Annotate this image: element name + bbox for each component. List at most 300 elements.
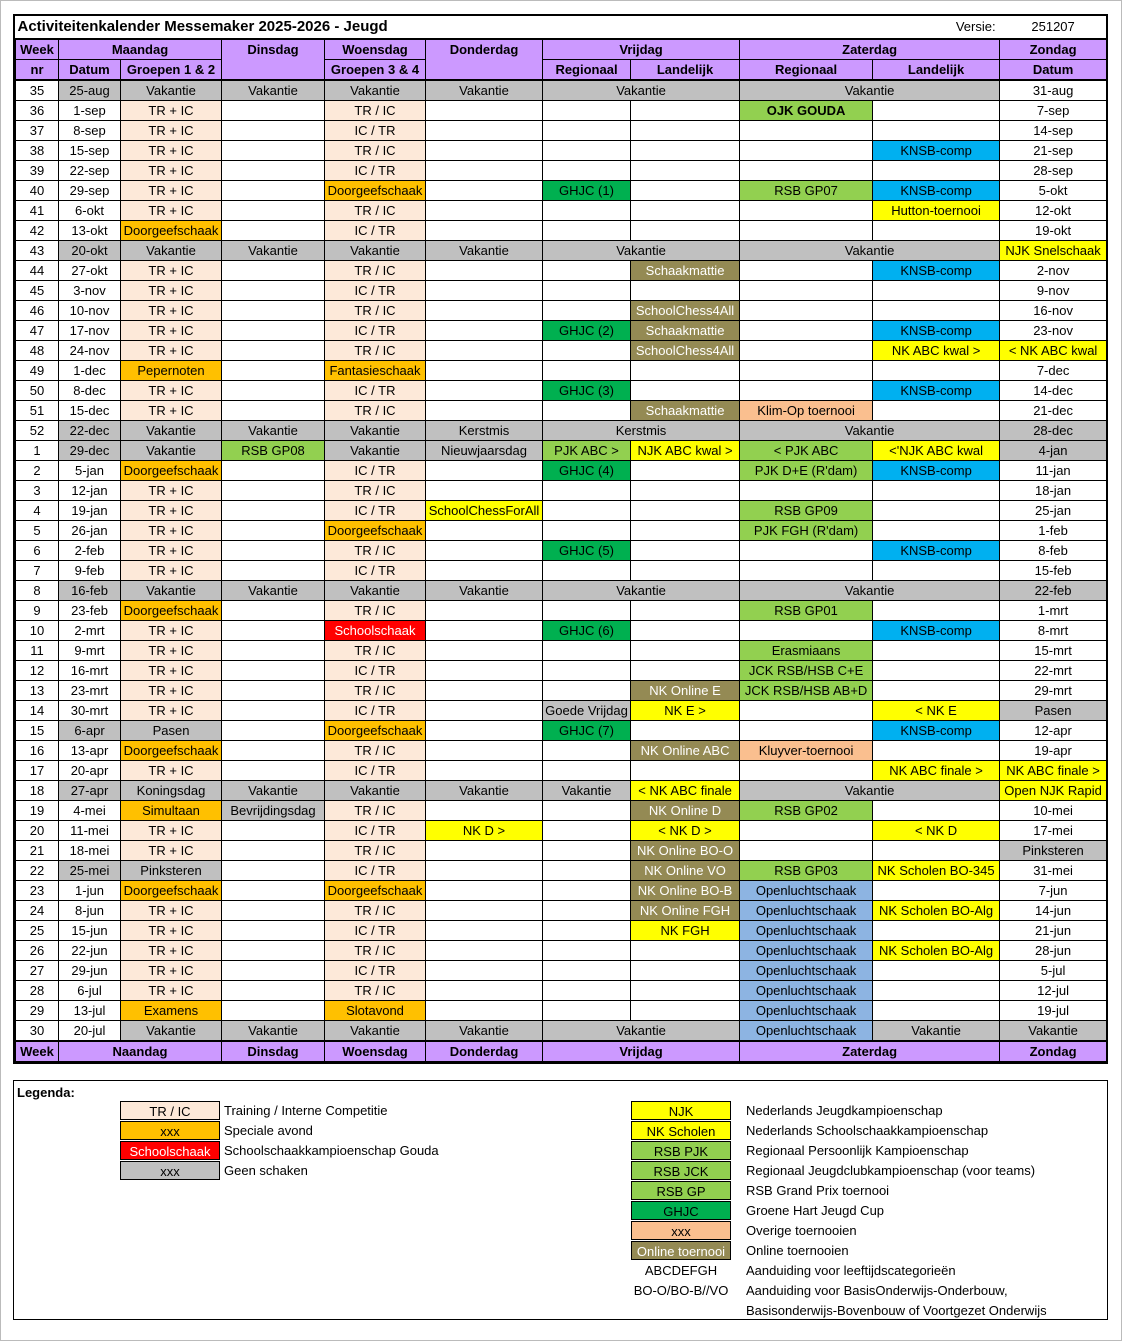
monday-date: 11-mei [59,821,121,841]
monday-groups-1-2: Vakantie [121,1021,222,1042]
wednesday-groups-3-4: Vakantie [325,80,426,101]
saturday-national [873,801,1000,821]
monday-date: 8-jun [59,901,121,921]
week-number: 44 [16,261,59,281]
saturday-regional: RSB GP02 [740,801,873,821]
legend-description: Basisonderwijs-Bovenbouw of Voortgezet Onderwijs [746,1303,1047,1318]
thursday-cell [426,401,543,421]
header-zaterdag: Zaterdag [740,39,1000,60]
monday-groups-1-2: TR + IC [121,761,222,781]
friday-regional [543,661,631,681]
sunday-date: 28-dec [1000,421,1107,441]
thursday-cell [426,181,543,201]
week-row [16,901,1107,921]
monday-groups-1-2: Vakantie [121,241,222,261]
week-row [16,301,1107,321]
tuesday-cell [222,301,325,321]
saturday-regional [740,821,873,841]
saturday-regional [740,841,873,861]
week-row [16,581,1107,601]
friday-national [631,161,740,181]
friday-regional [543,1001,631,1021]
thursday-cell [426,841,543,861]
week-row [16,941,1107,961]
saturday-national [873,641,1000,661]
legend-swatch: NK Scholen [631,1121,731,1140]
monday-date: 13-okt [59,221,121,241]
wednesday-groups-3-4: TR / IC [325,481,426,501]
friday-national: SchoolChess4All [631,341,740,361]
wednesday-groups-3-4: Vakantie [325,581,426,601]
wednesday-groups-3-4: Doorgeefschaak [325,521,426,541]
week-number: 47 [16,321,59,341]
monday-date: 1-dec [59,361,121,381]
saturday-national: Hutton-toernooi [873,201,1000,221]
legend-description: Aanduiding voor BasisOnderwijs-Onderbouw, [746,1283,1008,1298]
week-number: 12 [16,661,59,681]
header-week: Week [16,39,59,60]
legend-description: Aanduiding voor leeftijdscategorieën [746,1263,956,1278]
friday-national [631,721,740,741]
sunday-date: 19-apr [1000,741,1107,761]
thursday-cell [426,541,543,561]
wednesday-groups-3-4: TR / IC [325,201,426,221]
week-row [16,661,1107,681]
monday-groups-1-2: TR + IC [121,201,222,221]
monday-groups-1-2: TR + IC [121,261,222,281]
monday-date: 20-jul [59,1021,121,1042]
week-row [16,481,1107,501]
thursday-cell [426,661,543,681]
saturday-regional: RSB GP07 [740,181,873,201]
tuesday-cell: RSB GP08 [222,441,325,461]
monday-groups-1-2: TR + IC [121,301,222,321]
friday-national [631,601,740,621]
wednesday-groups-3-4: IC / TR [325,221,426,241]
sunday-date: 21-sep [1000,141,1107,161]
wednesday-groups-3-4: Doorgeefschaak [325,181,426,201]
page-title: Activiteitenkalender Messemaker 2025-2026 - Jeugd [16,16,740,39]
thursday-cell [426,221,543,241]
saturday-regional: Klim-Op toernooi [740,401,873,421]
week-row [16,121,1107,141]
saturday-national [873,981,1000,1001]
saturday-regional: Openluchtschaak [740,881,873,901]
legend-description: Online toernooien [746,1243,849,1258]
friday-regional [543,361,631,381]
tuesday-cell [222,361,325,381]
monday-groups-1-2: TR + IC [121,841,222,861]
sunday-date: 28-sep [1000,161,1107,181]
saturday-regional [740,481,873,501]
legend-swatch: GHJC [631,1201,731,1220]
saturday-regional [740,141,873,161]
sunday-date: 12-apr [1000,721,1107,741]
week-row [16,741,1107,761]
sunday-date: 8-feb [1000,541,1107,561]
footer-maandag: Naandag [59,1041,222,1062]
wednesday-groups-3-4: TR / IC [325,641,426,661]
thursday-cell [426,941,543,961]
week-row [16,401,1107,421]
week-row [16,641,1107,661]
saturday-regional [740,201,873,221]
friday-regional [543,561,631,581]
monday-groups-1-2: TR + IC [121,101,222,121]
week-row [16,781,1107,801]
legend-swatch: xxx [631,1221,731,1240]
thursday-cell [426,1001,543,1021]
week-number: 40 [16,181,59,201]
sunday-date: NK ABC finale > [1000,761,1107,781]
thursday-cell [426,281,543,301]
saturday-national [873,841,1000,861]
tuesday-cell [222,161,325,181]
legend-swatch: TR / IC [120,1101,220,1120]
legend-swatch: xxx [120,1121,220,1140]
monday-date: 12-jan [59,481,121,501]
wednesday-groups-3-4: Vakantie [325,781,426,801]
version-value: 251207 [1000,16,1107,39]
week-number: 42 [16,221,59,241]
saturday-national: NK ABC finale > [873,761,1000,781]
wednesday-groups-3-4: Doorgeefschaak [325,721,426,741]
friday-regional [543,161,631,181]
week-row [16,721,1107,741]
legend-swatch: Schoolschaak [120,1141,220,1160]
week-number: 21 [16,841,59,861]
monday-date: 15-sep [59,141,121,161]
sunday-date: 21-dec [1000,401,1107,421]
saturday-national [873,361,1000,381]
header-zondag-datum: Datum [1000,60,1107,81]
monday-date: 19-jan [59,501,121,521]
week-number: 36 [16,101,59,121]
monday-groups-1-2: Pepernoten [121,361,222,381]
tuesday-cell [222,481,325,501]
legend-description: Overige toernooien [746,1223,857,1238]
footer-vrijdag: Vrijdag [543,1041,740,1062]
saturday-national [873,161,1000,181]
wednesday-groups-3-4: Vakantie [325,1021,426,1042]
thursday-cell: Vakantie [426,781,543,801]
tuesday-cell [222,121,325,141]
friday-regional [543,121,631,141]
monday-date: 2-feb [59,541,121,561]
tuesday-cell [222,321,325,341]
monday-groups-1-2: TR + IC [121,661,222,681]
friday-regional [543,741,631,761]
week-row [16,541,1107,561]
wednesday-groups-3-4: TR / IC [325,681,426,701]
monday-groups-1-2: TR + IC [121,321,222,341]
friday-national: NK FGH [631,921,740,941]
friday-national [631,381,740,401]
header-datum: Datum [59,60,121,81]
saturday-national [873,221,1000,241]
saturday-regional: Openluchtschaak [740,901,873,921]
thursday-cell: Kerstmis [426,421,543,441]
friday-national [631,1001,740,1021]
saturday-national: <'NJK ABC kwal [873,441,1000,461]
week-row [16,621,1107,641]
wednesday-groups-3-4: IC / TR [325,121,426,141]
sunday-date: 7-sep [1000,101,1107,121]
week-row [16,821,1107,841]
week-row [16,181,1107,201]
monday-groups-1-2: Vakantie [121,421,222,441]
friday-national [631,961,740,981]
week-number: 39 [16,161,59,181]
saturday-regional [740,221,873,241]
week-row [16,881,1107,901]
week-number: 23 [16,881,59,901]
header-zaterdag-landelijk: Landelijk [873,60,1000,81]
thursday-cell [426,681,543,701]
friday-national [631,501,740,521]
week-number: 4 [16,501,59,521]
sunday-date: 14-jun [1000,901,1107,921]
saturday-regional: Openluchtschaak [740,1021,873,1042]
week-row [16,101,1107,121]
friday-national [631,621,740,641]
friday-national [631,941,740,961]
tuesday-cell [222,961,325,981]
thursday-cell [426,861,543,881]
friday-regional [543,881,631,901]
friday-national: Schaakmattie [631,321,740,341]
friday-national: Schaakmattie [631,401,740,421]
saturday-national: KNSB-comp [873,181,1000,201]
saturday-regional: Openluchtschaak [740,981,873,1001]
saturday-regional: < PJK ABC [740,441,873,461]
saturday-regional [740,541,873,561]
tuesday-cell [222,921,325,941]
friday-national: NK Online E [631,681,740,701]
monday-date: 30-mrt [59,701,121,721]
sunday-date: 22-feb [1000,581,1107,601]
saturday-regional: OJK GOUDA [740,101,873,121]
legend-swatch: BO-O/BO-B//VO [633,1283,729,1298]
wednesday-groups-3-4: TR / IC [325,541,426,561]
sunday-date: 12-jul [1000,981,1107,1001]
saturday-national: Vakantie [873,1021,1000,1042]
monday-date: 22-dec [59,421,121,441]
monday-groups-1-2: TR + IC [121,941,222,961]
saturday-national: KNSB-comp [873,721,1000,741]
friday-regional: GHJC (6) [543,621,631,641]
monday-groups-1-2: Doorgeefschaak [121,741,222,761]
week-number: 17 [16,761,59,781]
saturday-national: KNSB-comp [873,261,1000,281]
saturday-national: KNSB-comp [873,461,1000,481]
thursday-cell: Nieuwjaarsdag [426,441,543,461]
wednesday-groups-3-4: Vakantie [325,241,426,261]
saturday-regional [740,721,873,741]
footer-dinsdag: Dinsdag [222,1041,325,1062]
thursday-cell: Vakantie [426,80,543,101]
monday-groups-1-2: TR + IC [121,921,222,941]
tuesday-cell [222,721,325,741]
wednesday-groups-3-4: Vakantie [325,421,426,441]
thursday-cell [426,761,543,781]
wednesday-groups-3-4: Fantasieschaak [325,361,426,381]
week-number: 28 [16,981,59,1001]
sunday-date: 4-jan [1000,441,1107,461]
monday-date: 15-dec [59,401,121,421]
week-number: 41 [16,201,59,221]
legend-description: Groene Hart Jeugd Cup [746,1203,885,1218]
tuesday-cell [222,681,325,701]
wednesday-groups-3-4: IC / TR [325,501,426,521]
saturday-national [873,881,1000,901]
tuesday-cell: Vakantie [222,581,325,601]
week-row [16,681,1107,701]
sunday-date: 19-okt [1000,221,1107,241]
thursday-cell [426,801,543,821]
friday-national [631,981,740,1001]
friday-national [631,521,740,541]
saturday-cell: Vakantie [740,781,1000,801]
saturday-regional [740,341,873,361]
saturday-national: KNSB-comp [873,541,1000,561]
friday-national [631,761,740,781]
sunday-date: 12-okt [1000,201,1107,221]
week-row [16,601,1107,621]
saturday-national [873,281,1000,301]
monday-date: 15-jun [59,921,121,941]
week-row [16,261,1107,281]
friday-regional: PJK ABC > [543,441,631,461]
legend-description: Speciale avond [224,1123,313,1138]
wednesday-groups-3-4: Schoolschaak [325,621,426,641]
week-number: 22 [16,861,59,881]
friday-regional [543,941,631,961]
header-zondag: Zondag [1000,39,1107,60]
saturday-regional [740,381,873,401]
monday-groups-1-2: TR + IC [121,961,222,981]
sunday-date: 5-jul [1000,961,1107,981]
sunday-date: 18-jan [1000,481,1107,501]
friday-cell: Vakantie [543,241,740,261]
saturday-regional: RSB GP09 [740,501,873,521]
tuesday-cell: Bevrijdingsdag [222,801,325,821]
header-woensdag: Woensdag [325,39,426,60]
friday-national [631,561,740,581]
week-row [16,421,1107,441]
tuesday-cell [222,561,325,581]
wednesday-groups-3-4: IC / TR [325,921,426,941]
week-number: 20 [16,821,59,841]
sunday-date: 9-nov [1000,281,1107,301]
sunday-date: 28-jun [1000,941,1107,961]
monday-groups-1-2: Doorgeefschaak [121,461,222,481]
week-number: 30 [16,1021,59,1042]
wednesday-groups-3-4: TR / IC [325,741,426,761]
monday-groups-1-2: Doorgeefschaak [121,601,222,621]
week-number: 45 [16,281,59,301]
friday-regional: GHJC (1) [543,181,631,201]
thursday-cell [426,721,543,741]
week-row [16,141,1107,161]
week-number: 50 [16,381,59,401]
tuesday-cell: Vakantie [222,781,325,801]
week-row [16,1021,1107,1042]
wednesday-groups-3-4: TR / IC [325,301,426,321]
thursday-cell [426,461,543,481]
monday-date: 16-mrt [59,661,121,681]
week-number: 46 [16,301,59,321]
tuesday-cell [222,981,325,1001]
week-row [16,961,1107,981]
week-number: 27 [16,961,59,981]
thursday-cell [426,601,543,621]
legend-swatch [631,1301,731,1320]
saturday-national: < NK E [873,701,1000,721]
week-row [16,861,1107,881]
sunday-date: 1-feb [1000,521,1107,541]
tuesday-cell: Vakantie [222,1021,325,1042]
friday-national [631,661,740,681]
saturday-regional [740,301,873,321]
sunday-date: 1-mrt [1000,601,1107,621]
sunday-date: 25-jan [1000,501,1107,521]
week-number: 19 [16,801,59,821]
monday-groups-1-2: Simultaan [121,801,222,821]
monday-groups-1-2: Pasen [121,721,222,741]
legend-description: Nederlands Schoolschaakkampioenschap [746,1123,989,1138]
wednesday-groups-3-4: IC / TR [325,701,426,721]
thursday-cell [426,561,543,581]
monday-groups-1-2: TR + IC [121,621,222,641]
monday-date: 24-nov [59,341,121,361]
friday-national [631,541,740,561]
legend-title: Legenda: [17,1085,75,1100]
saturday-national [873,601,1000,621]
sunday-date: 7-jun [1000,881,1107,901]
saturday-national [873,401,1000,421]
week-number: 7 [16,561,59,581]
saturday-national: NK Scholen BO-345 [873,861,1000,881]
legend-swatch: ABCDEFGH [644,1263,718,1278]
legend-description: Nederlands Jeugdkampioenschap [746,1103,943,1118]
saturday-regional: Openluchtschaak [740,961,873,981]
header-donderdag: Donderdag [426,39,543,80]
sunday-date: 11-jan [1000,461,1107,481]
friday-national: NK Online ABC [631,741,740,761]
monday-date: 18-mei [59,841,121,861]
wednesday-groups-3-4: IC / TR [325,821,426,841]
legend-description: Geen schaken [224,1163,308,1178]
week-number: 5 [16,521,59,541]
wednesday-groups-3-4: TR / IC [325,401,426,421]
friday-national [631,461,740,481]
sunday-date: 21-jun [1000,921,1107,941]
tuesday-cell [222,181,325,201]
tuesday-cell [222,821,325,841]
week-number: 52 [16,421,59,441]
monday-date: 20-apr [59,761,121,781]
sunday-date: Pasen [1000,701,1107,721]
saturday-national: KNSB-comp [873,621,1000,641]
friday-regional: GHJC (4) [543,461,631,481]
sunday-date: 14-sep [1000,121,1107,141]
version-label: Versie: [740,16,1000,39]
friday-cell: Kerstmis [543,421,740,441]
wednesday-groups-3-4: TR / IC [325,341,426,361]
week-row [16,161,1107,181]
friday-regional [543,901,631,921]
